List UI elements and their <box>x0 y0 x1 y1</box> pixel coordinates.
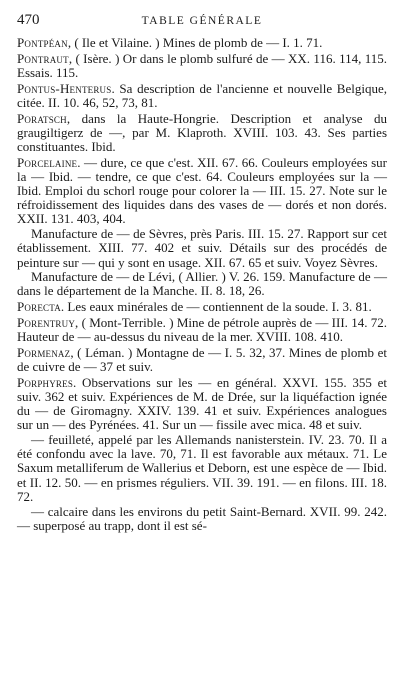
entry-headword: Pontraut <box>17 50 69 66</box>
index-entry <box>17 376 387 433</box>
entry-text: . Les eaux minérales de — contiennent de la soude. I. 3. 81. <box>60 299 372 315</box>
index-entry <box>17 346 387 374</box>
index-entry <box>17 112 387 155</box>
entry-text: , ( Isère. ) Or dans le plomb sulfuré de — XX. 116. 114, 115. Essais. 115. <box>17 50 387 80</box>
index-entry <box>17 433 387 504</box>
index-entry <box>17 316 387 344</box>
running-title: TABLE GÉNÉRALE <box>141 15 263 27</box>
entry-text: . Sa description de l'ancienne et nouvelle Belgique, citée. II. 10. 46, 52, 73, 81. <box>17 80 387 110</box>
index-entries <box>17 36 387 533</box>
index-entry <box>17 156 387 227</box>
index-entry <box>17 36 387 50</box>
entry-text: , ( Ile et Vilaine. ) Mines de plomb de — I. 1. 71. <box>67 35 323 50</box>
entry-headword: Porphyres <box>17 374 74 390</box>
entry-text: , ( Mont-Terrible. ) Mine de pétrole auprès de — III. 14. 72. Hauteur de — au-dessus du niveau de la mer. XVIII. 108. 410. <box>17 314 387 345</box>
entry-text: — calcaire dans les environs du petit Saint-Bernard. XVII. 99. 242. — superposé au trapp, dont il est sé- <box>17 503 387 533</box>
index-entry <box>17 227 387 270</box>
entry-headword: Poratsch <box>17 110 67 126</box>
entry-headword: Porentruy <box>17 314 76 330</box>
entry-text: , ( Léman. ) Montagne de — I. 5. 32, 37. Mines de plomb et de cuivre de — 37 et suiv. <box>17 344 387 374</box>
entry-text: , dans la Haute-Hongrie. Description et analyse du graugiltigerz de —, par M. Klaproth. XVIII. 103. 43. Ses parties constituantes. Ibid. <box>17 110 387 154</box>
index-entry <box>17 270 387 298</box>
entry-text: . Observations sur les — en général. XXVI. 155. 355 et suiv. 362 et suiv. Expériences de M. de Drée, sur la liquéfaction ignée du — de Giromagny. XXIV. 139. 41 et suiv. Expériences analogues sur un — des Pyrénées. 41. Sur un — fissile avec mica. 48 et suiv. <box>17 374 387 433</box>
entry-text: — feuilleté, appelé par les Allemands nanisterstein. IV. 23. 70. Il a été confondu avec la lave. 70, 71. Il est favorable aux métaux. 71. Le Saxum metalliferum de Wallerius et Deborn, est une espèce de — Ibid. et II. 12. 50. — en prismes réguliers. VII. 39. 191. — en filons. III. 18. 72. <box>17 431 387 504</box>
page-number: 470 <box>17 12 40 28</box>
entry-headword: Porecta <box>17 299 61 315</box>
entry-headword: Pontus-Henterus <box>17 80 112 96</box>
entry-headword: Pontpéan <box>17 35 68 50</box>
index-entry <box>17 300 387 314</box>
index-entry <box>17 52 387 80</box>
entry-text: Manufacture de — de Lévi, ( Allier. ) V. 26. 159. Manufacture de — dans le département de la Manche. II. 8. 18, 26. <box>17 269 387 299</box>
entry-text: . — dure, ce que c'est. XII. 67. 66. Couleurs employées sur la — Ibid. — tendre, ce que c'est. 64. Couleurs employées sur la — Ibid. Emploi du schorl rouge pour colorer la — III. 15. 27. Note sur le réfroidissement des liquides dans des vases de — dorés et non dorés. XXII. 131. 403, 404. <box>17 154 387 227</box>
index-entry <box>17 505 387 533</box>
index-entry <box>17 82 387 110</box>
entry-text: Manufacture de — de Sèvres, près Paris. III. 15. 27. Rapport sur cet établissement. XIII. 77. 402 et suiv. Détails sur des procédés de peinture sur — qui y sont en usage. XII. 67. 65 et suiv. Voyez Sèvres. <box>17 226 387 270</box>
entry-headword: Pormenaz <box>17 344 71 360</box>
entry-headword: Porcelaine <box>17 154 78 170</box>
page-header <box>17 12 387 34</box>
